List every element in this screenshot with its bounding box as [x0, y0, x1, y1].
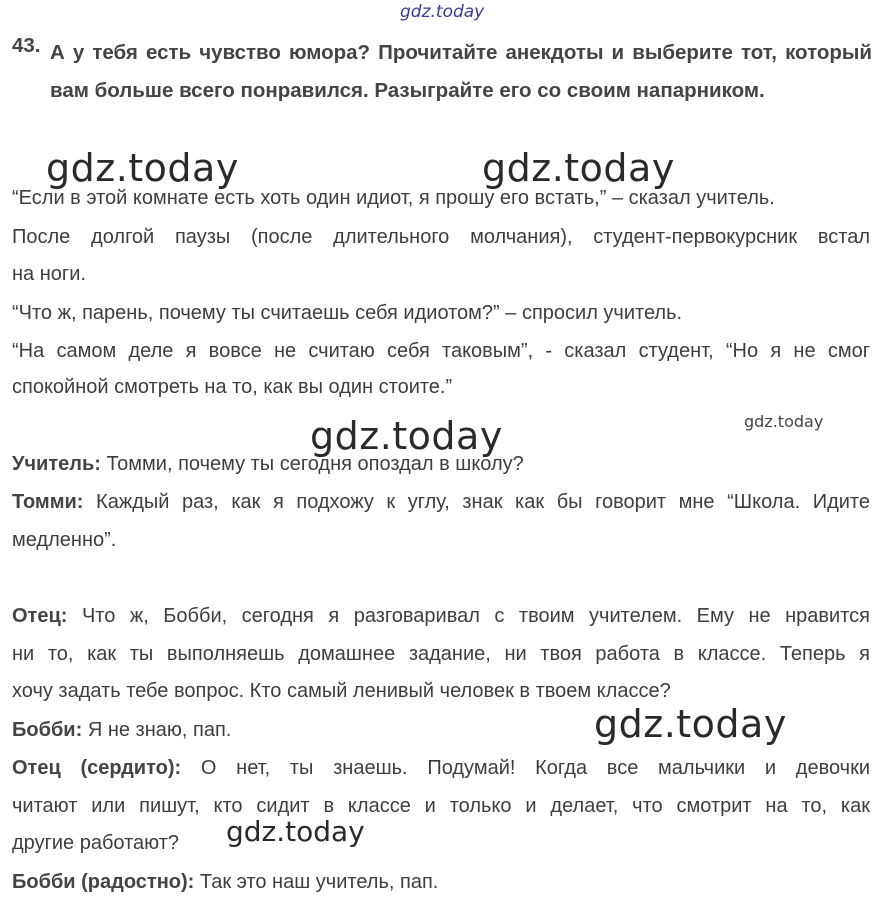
- task-number: 43.: [12, 34, 41, 57]
- speaker-label: Бобби (радостно):: [12, 871, 195, 893]
- dialogue-line: [12, 871, 870, 894]
- speaker-label: Отец:: [12, 605, 68, 627]
- dialogue-line: ни то, как ты выполняешь домашнее задание, ни твоя работа в классе. Теперь я: [12, 643, 870, 665]
- dialogue-line: читают или пишут, кто сидит в классе и только и делает, что смотрит на то, как: [12, 795, 870, 817]
- joke1-line: спокойной смотреть на то, как вы один стоите.”: [12, 376, 453, 398]
- dialogue-line: [12, 719, 870, 742]
- dialogue-line: [12, 605, 870, 628]
- task-heading: [12, 34, 872, 110]
- dialogue-line: [12, 453, 870, 476]
- dialogue-text: Томми, почему ты сегодня опоздал в школу?: [106, 453, 524, 475]
- dialogue-text: Так это наш учитель, пап.: [199, 871, 439, 893]
- watermark-top: gdz.today: [400, 2, 485, 22]
- dialogue-line: [12, 491, 870, 514]
- watermark-medium: gdz.today: [226, 815, 365, 848]
- watermark-big: gdz.today: [482, 146, 675, 190]
- task-text: А у тебя есть чувство юмора? Прочитайте анекдоты и выберите тот, который вам больше всего понравился. Разыграйте его со своим напарником.: [50, 41, 872, 102]
- joke1-line: на ноги.: [12, 263, 86, 285]
- watermark-small: gdz.today: [744, 412, 824, 431]
- watermark-big: gdz.today: [310, 414, 503, 458]
- dialogue-line: хочу задать тебе вопрос. Кто самый ленивый человек в твоем классе?: [12, 680, 671, 702]
- joke1-line: “Что ж, парень, почему ты считаешь себя идиотом?” – спросил учитель.: [12, 302, 683, 324]
- joke1-line: “На самом деле я вовсе не считаю себя таковым”, - сказал студент, “Но я не смог: [12, 340, 870, 362]
- dialogue-text: Что ж, Бобби, сегодня я разговаривал с твоим учителем. Ему не нравится: [81, 605, 870, 627]
- speaker-label: Учитель:: [12, 453, 101, 475]
- dialogue-text: О нет, ты знаешь. Подумай! Когда все мальчики и девочки: [200, 757, 870, 779]
- speaker-label: Отец (сердито):: [12, 757, 182, 779]
- dialogue-text: Я не знаю, пап.: [87, 719, 232, 741]
- joke1-line: После долгой паузы (после длительного молчания), студент-первокурсник встал: [12, 226, 870, 248]
- dialogue-line: другие работают?: [12, 832, 180, 854]
- dialogue-text: Каждый раз, как я подхожу к углу, знак как бы говорит мне “Школа. Идите: [96, 491, 870, 513]
- watermark-big: gdz.today: [594, 702, 787, 746]
- dialogue-line: [12, 757, 870, 780]
- joke1-line: “Если в этой комнате есть хоть один идиот, я прошу его встать,” – сказал учитель.: [12, 187, 775, 209]
- dialogue-line: медленно”.: [12, 529, 117, 551]
- speaker-label: Томми:: [12, 491, 84, 513]
- watermark-big: gdz.today: [46, 146, 239, 190]
- speaker-label: Бобби:: [12, 719, 83, 741]
